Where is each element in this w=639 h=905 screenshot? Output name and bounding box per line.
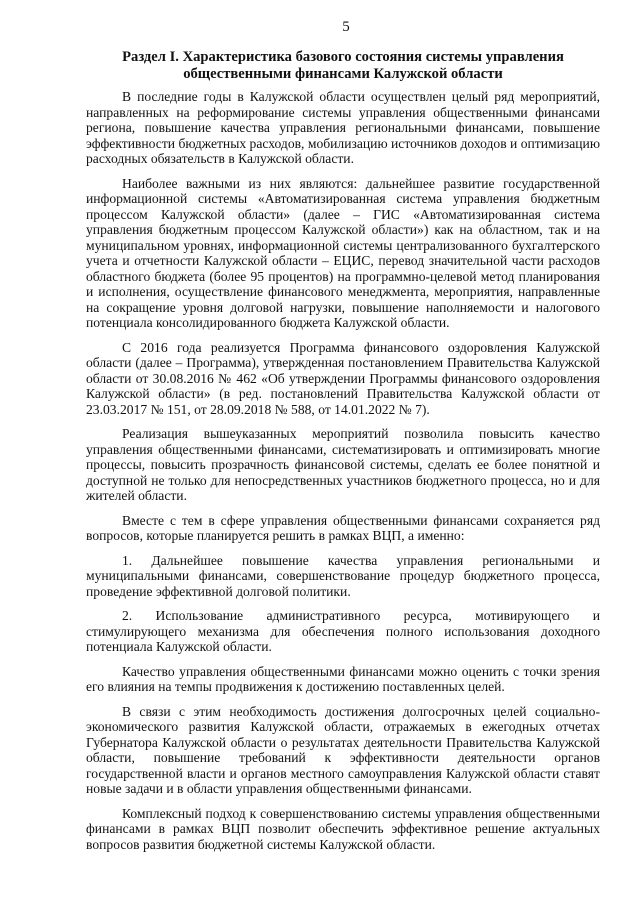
document-page [86,18,600,861]
list-item: 1. Дальнейшее повышение качества управления региональными и муниципальными финансами, совершенствование процедур бюджетного процесса, проведение эффективной долговой политики. [86,552,600,599]
paragraph: Реализация вышеуказанных мероприятий позволила повысить качество управления общественными финансами, систематизировать и оптимизировать многие процессы, повысить прозрачность финансовой системы, сделать ее более понятной и доступной не только для непосредственных участников бюджетного процесса, но и для жителей области. [86,426,600,503]
paragraph: В последние годы в Калужской области осуществлен целый ряд мероприятий, направленных на реформирование системы управления общественными финансами региона, повышение качества управления региональными финансами, повышение эффективности бюджетных расходов, мобилизацию источников доходов и оптимизацию расходных обязательств в Калужской области. [86,89,600,166]
paragraph: Вместе с тем в сфере управления общественными финансами сохраняется ряд вопросов, которые планируется решить в рамках ВЦП, а именно: [86,512,600,543]
page-number: 5 [342,19,350,35]
paragraph: В связи с этим необходимость достижения долгосрочных целей социально-экономического развития Калужской области, отражаемых в ежегодных отчетах Губернатора Калужской области о результатах деятельности Правительства Калужской области, повышение требований к эффективности деятельности органов государственной власти и органов местного самоуправления Калужской области ставят новые задачи и в области управления общественными финансами. [86,703,600,796]
paragraph: Комплексный подход к совершенствованию системы управления общественными финансами в рамках ВЦП позволит обеспечить эффективное решение актуальных вопросов развития бюджетной системы Калужской области. [86,805,600,852]
paragraph: Качество управления общественными финансами можно оценить с точки зрения его влияния на темпы продвижения к достижению поставленных целей. [86,663,600,694]
paragraph: С 2016 года реализуется Программа финансового оздоровления Калужской области (далее – Программа), утвержденная постановлением Правительства Калужской области от 30.08.2016 № 462 «Об утверждении Программы финансового оздоровления Калужской области» (в ред. постановлений Правительства Калужской области от 23.03.2017 № 151, от 28.09.2018 № 588, от 14.01.2022 № 7). [86,339,600,417]
section-title: Раздел I. Характеристика базового состояния системы управления общественными финансами Калужской области [122,49,564,82]
list-item: 2. Использование административного ресурса, мотивирующего и стимулирующего механизма для обеспечения полного использования доходного потенциала Калужской области. [86,608,600,654]
paragraph: Наиболее важными из них являются: дальнейшее развитие государственной информационной системы «Автоматизированная система управления бюджетным процессом Калужской области» (далее – ГИС «Автоматизированная система управления бюджетным процессом Калужской области») как на областном, так и на муниципальном уровнях, информационной системы централизованного бухгалтерского учета и отчетности Калужской области – ЕЦИС, перевод значительной части расходов областного бюджета (более 95 процентов) на программно-целевой метод планирования и исполнения, осуществление финансового менеджмента, мероприятия, направленные на сокращение уровня долговой нагрузки, повышение наполняемости и налогового потенциала консолидированного бюджета Калужской области. [86,175,600,330]
